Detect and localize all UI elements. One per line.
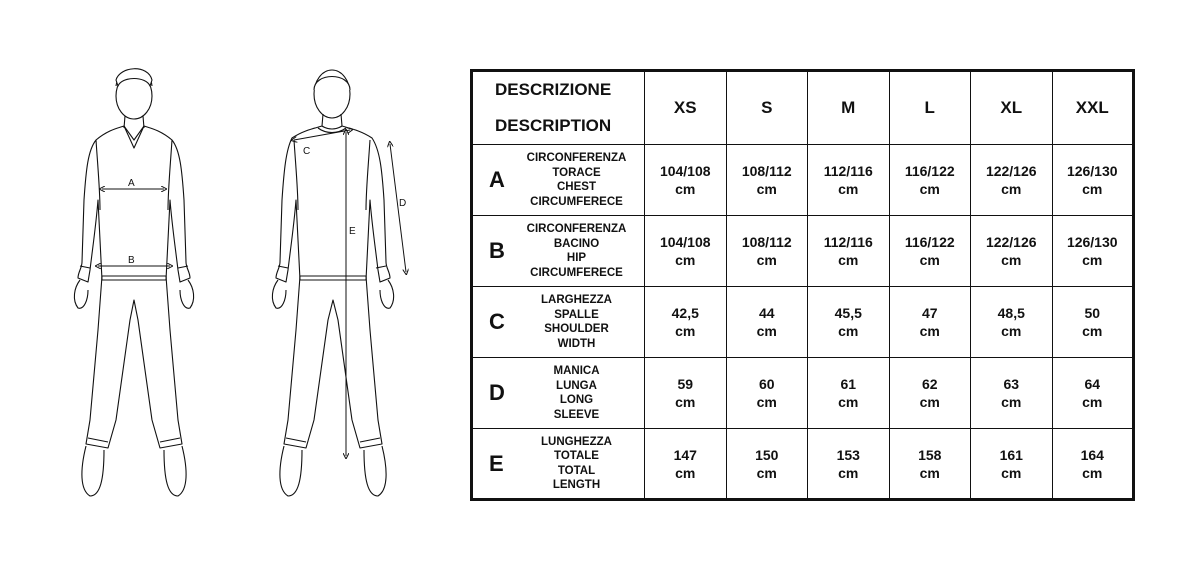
- measurement-unit: cm: [919, 181, 940, 197]
- description-line: SHOULDER: [544, 323, 609, 335]
- measurement-unit: cm: [1001, 323, 1022, 339]
- description-line: LONG: [559, 394, 594, 406]
- size-value-cell: [726, 287, 808, 358]
- measurement-letter: E: [489, 450, 504, 476]
- measurement-unit: cm: [919, 394, 940, 410]
- measurement-unit: cm: [675, 252, 696, 268]
- measurement-value: 61: [840, 376, 857, 392]
- measurement-description: [523, 364, 644, 422]
- measurement-value: 45,5: [834, 305, 862, 321]
- back-figure: [272, 70, 406, 496]
- header-size-l: L: [889, 71, 971, 145]
- description-line: LENGTH: [552, 479, 601, 491]
- size-value-cell: [889, 429, 971, 500]
- measurement-value: 48,5: [997, 305, 1025, 321]
- size-value-cell: [726, 358, 808, 429]
- measurement-value: 42,5: [671, 305, 699, 321]
- measurement-value: 108/112: [741, 163, 792, 179]
- measurement-value: 47: [921, 305, 938, 321]
- measurement-value: 112/116: [823, 234, 873, 250]
- measurement-unit: cm: [919, 464, 940, 481]
- description-line: LUNGA: [556, 379, 597, 392]
- measurement-value: 147: [673, 446, 697, 463]
- size-value-cell: [726, 429, 808, 500]
- row-description-cell: [472, 429, 645, 500]
- measurement-value: 150: [755, 446, 779, 463]
- measurement-description: [523, 293, 644, 351]
- description-line: CIRCONFERENZA: [526, 223, 627, 235]
- measurement-value: 62: [921, 376, 938, 392]
- size-value-cell: [889, 216, 971, 287]
- description-line: CIRCONFERENZA: [526, 152, 627, 164]
- measurement-value: 158: [918, 446, 942, 463]
- measurement-unit: cm: [838, 181, 859, 197]
- description-line: WIDTH: [557, 337, 596, 350]
- size-value-cell: [889, 287, 971, 358]
- measurement-value: 116/122: [904, 234, 955, 250]
- measurement-value: 64: [1084, 376, 1101, 392]
- label-b: B: [128, 255, 135, 266]
- size-value-cell: [645, 429, 727, 500]
- size-value-cell: [1052, 216, 1134, 287]
- measurement-unit: cm: [919, 252, 940, 268]
- description-line: HIP: [566, 252, 587, 264]
- description-line: LARGHEZZA: [541, 294, 612, 306]
- measurement-unit: cm: [1001, 252, 1022, 268]
- label-d: D: [399, 198, 407, 209]
- size-value-cell: [808, 358, 890, 429]
- measurement-unit: cm: [838, 323, 859, 339]
- table-body: [472, 145, 1134, 500]
- measurement-unit: cm: [756, 323, 777, 339]
- measurement-value: 112/116: [823, 163, 873, 179]
- table-row: [472, 358, 1134, 429]
- measurement-unit: cm: [756, 181, 777, 197]
- measurement-value: 104/108: [659, 234, 711, 250]
- measurement-unit: cm: [1001, 394, 1022, 410]
- measurement-unit: cm: [675, 464, 696, 481]
- measurement-value: 164: [1080, 446, 1104, 463]
- size-value-cell: [726, 216, 808, 287]
- description-line: LUNGHEZZA: [541, 435, 612, 448]
- measurement-value: 122/126: [985, 234, 1037, 250]
- measurement-unit: cm: [675, 323, 696, 339]
- header-size-xs: XS: [645, 71, 727, 145]
- front-figure: [74, 69, 193, 496]
- header-description-en: DESCRIPTION: [495, 116, 612, 135]
- label-a: A: [128, 178, 135, 189]
- size-value-cell: [889, 358, 971, 429]
- row-description-cell: [472, 358, 645, 429]
- size-value-cell: [808, 145, 890, 216]
- measurement-value: 60: [758, 376, 775, 392]
- size-value-cell: [808, 429, 890, 500]
- size-value-cell: [971, 287, 1053, 358]
- size-value-cell: [1052, 145, 1134, 216]
- description-line: CHEST: [557, 181, 596, 193]
- measurement-value: 108/112: [741, 234, 792, 250]
- size-value-cell: [808, 287, 890, 358]
- size-value-cell: [889, 145, 971, 216]
- measurement-unit: cm: [1082, 252, 1103, 268]
- size-value-cell: [645, 216, 727, 287]
- label-c: C: [303, 146, 311, 157]
- measurement-unit: cm: [919, 323, 940, 339]
- description-line: SPALLE: [554, 308, 599, 321]
- measurement-letter: C: [489, 309, 505, 334]
- description-line: SLEEVE: [553, 408, 600, 421]
- measurement-value: 44: [758, 305, 775, 321]
- measurement-description: [523, 151, 644, 209]
- measurement-unit: cm: [1082, 464, 1103, 481]
- size-value-cell: [1052, 358, 1134, 429]
- label-e: E: [349, 226, 356, 237]
- header-size-xl: XL: [971, 71, 1053, 145]
- description-line: TORACE: [552, 166, 601, 179]
- measurement-value: 122/126: [985, 163, 1037, 179]
- measurement-letter: A: [489, 167, 505, 192]
- size-value-cell: [971, 216, 1053, 287]
- measurement-unit: cm: [838, 394, 859, 410]
- table-header-row: [472, 71, 1134, 145]
- size-value-cell: [1052, 429, 1134, 500]
- size-value-cell: [645, 145, 727, 216]
- size-chart-table: [470, 69, 1135, 501]
- table-row: [472, 145, 1134, 216]
- measurement-value: 126/130: [1066, 163, 1118, 179]
- size-value-cell: [971, 358, 1053, 429]
- measurement-letter: D: [489, 380, 505, 405]
- table-row: [472, 216, 1134, 287]
- header-size-m: M: [808, 71, 890, 145]
- measurement-description: [523, 222, 644, 280]
- measurement-unit: cm: [838, 252, 859, 268]
- header-size-s: S: [726, 71, 808, 145]
- table-row: [472, 429, 1134, 500]
- measurement-value: 153: [836, 446, 860, 463]
- measurement-value: 126/130: [1066, 234, 1118, 250]
- header-description: [472, 71, 645, 145]
- measurement-unit: cm: [1082, 394, 1103, 410]
- header-size-xxl: XXL: [1052, 71, 1134, 145]
- size-value-cell: [1052, 287, 1134, 358]
- measurement-unit: cm: [1001, 181, 1022, 197]
- garment-figures: [0, 0, 460, 565]
- measurement-unit: cm: [756, 252, 777, 268]
- measurement-unit: cm: [756, 464, 777, 481]
- row-description-cell: [472, 145, 645, 216]
- measurement-unit: cm: [675, 394, 696, 410]
- measurement-unit: cm: [1082, 323, 1103, 339]
- size-value-cell: [971, 429, 1053, 500]
- table-row: [472, 287, 1134, 358]
- header-description-it: DESCRIZIONE: [495, 80, 612, 99]
- measurement-value: 59: [677, 376, 694, 392]
- description-line: CIRCUMFERECE: [530, 266, 623, 279]
- description-line: BACINO: [553, 237, 600, 250]
- description-line: TOTALE: [554, 450, 599, 462]
- measurement-unit: cm: [838, 464, 859, 481]
- measurement-value: 104/108: [659, 163, 711, 179]
- measurement-unit: cm: [675, 181, 696, 197]
- size-value-cell: [645, 358, 727, 429]
- row-description-cell: [472, 287, 645, 358]
- size-value-cell: [808, 216, 890, 287]
- measurement-unit: cm: [1001, 464, 1022, 481]
- row-description-cell: [472, 216, 645, 287]
- measurement-value: 63: [1003, 376, 1020, 392]
- measurement-value: 50: [1084, 305, 1101, 321]
- measurement-unit: cm: [1082, 181, 1103, 197]
- measurement-value: 116/122: [904, 163, 955, 179]
- description-line: CIRCUMFERECE: [530, 195, 623, 208]
- description-line: TOTAL: [557, 464, 596, 477]
- measurement-unit: cm: [756, 394, 777, 410]
- size-value-cell: [726, 145, 808, 216]
- measurement-letter: B: [489, 238, 505, 263]
- size-value-cell: [971, 145, 1053, 216]
- size-value-cell: [645, 287, 727, 358]
- measurement-description: [523, 435, 644, 493]
- measurement-value: 161: [999, 446, 1023, 463]
- description-line: MANICA: [553, 365, 600, 377]
